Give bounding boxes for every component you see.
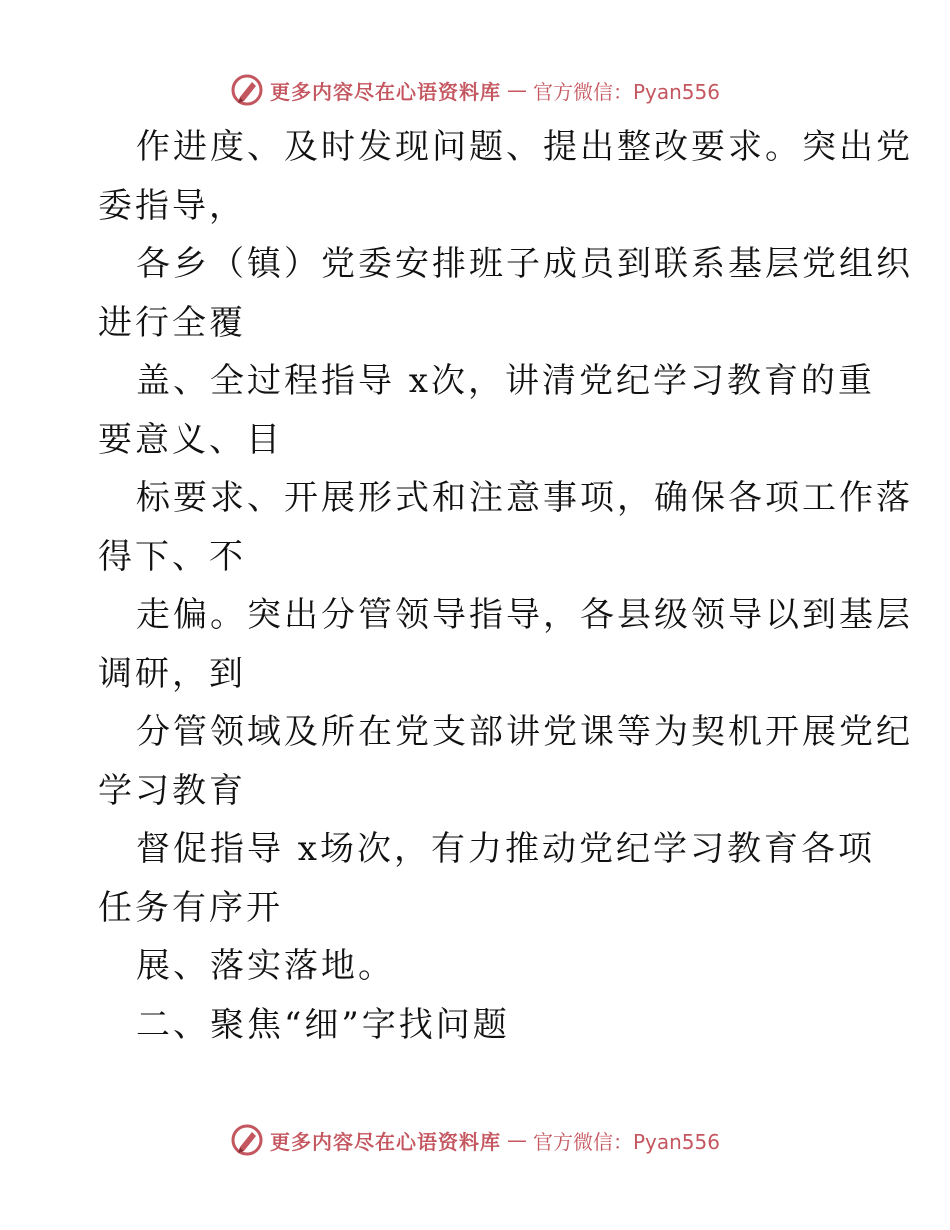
text-line: 盖、全过程指导 x次，讲清党纪学习教育的重 — [136, 361, 875, 401]
text-line: 作进度、及时发现问题、提出整改要求。突出党 — [136, 127, 913, 167]
text-line: 得下、不 — [98, 536, 246, 577]
footer-watermark — [0, 1120, 950, 1160]
text-line: 要意义、目 — [98, 419, 283, 460]
document-body — [98, 118, 913, 1054]
pen-logo-icon — [230, 73, 264, 107]
text-line: 分管领域及所在党支部讲党课等为契机开展党纪 — [136, 712, 913, 752]
text-line: 进行全覆 — [98, 302, 246, 343]
watermark-weixin-text: 官方微信：Pyan556 — [532, 1129, 720, 1154]
text-line: 调研，到 — [98, 653, 246, 694]
watermark-weixin-text: 官方微信：Pyan556 — [532, 79, 720, 104]
watermark-brand-text: 更多内容尽在心语资料库 — [269, 79, 501, 104]
text-line: 督促指导 x场次，有力推动党纪学习教育各项 — [136, 829, 875, 869]
text-line: 展、落实落地。 — [136, 946, 395, 986]
text-line: 各乡（镇）党委安排班子成员到联系基层党组织 — [136, 244, 913, 284]
text-line: 学习教育 — [98, 770, 246, 811]
watermark-separator: — — [506, 78, 527, 102]
header-watermark — [0, 70, 950, 110]
text-line: 任务有序开 — [98, 887, 283, 928]
text-line: 委指导， — [98, 185, 246, 226]
text-line: 标要求、开展形式和注意事项，确保各项工作落 — [136, 478, 913, 518]
text-line: 走偏。突出分管领导指导，各县级领导以到基层 — [136, 595, 913, 635]
watermark-separator: — — [506, 1128, 527, 1152]
watermark-brand-text: 更多内容尽在心语资料库 — [269, 1129, 501, 1154]
section-heading: 二、聚焦“细”字找问题 — [136, 1004, 510, 1045]
pen-logo-icon — [230, 1123, 264, 1157]
